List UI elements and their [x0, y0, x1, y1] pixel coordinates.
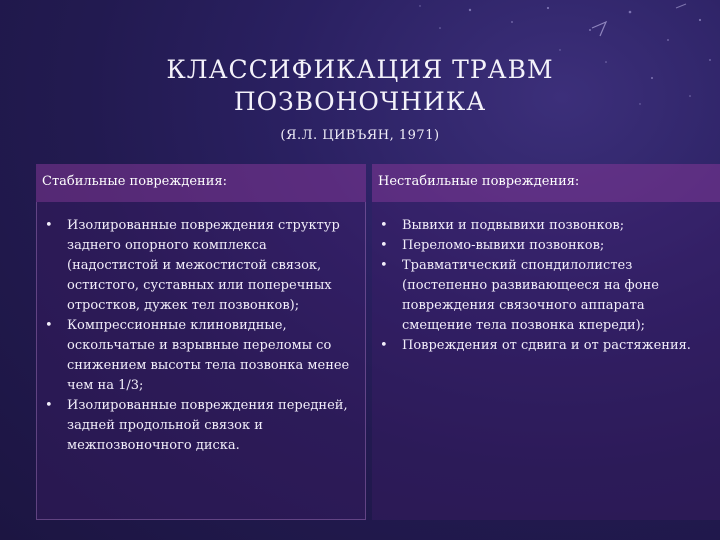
stable-list: [43, 216, 355, 456]
unstable-item: • Вывихи и подвывихи позвонков;: [378, 216, 710, 236]
unstable-item: • Переломо-вывихи позвонков;: [378, 236, 710, 256]
classification-table: [36, 164, 720, 520]
stable-item: • Изолированные повреждения структур заднего опорного комплекса (надостистой и межостистой связок, остистого, суставных или поперечных отростков, дужек тел позвонков);: [43, 216, 355, 316]
unstable-header: Нестабильные повреждения:: [372, 164, 720, 202]
unstable-item: • Повреждения от сдвига и от растяжения.: [378, 336, 710, 356]
unstable-item: • Травматический спондилолистез (постепенно развивающееся на фоне повреждения связочного аппарата смещение тела позвонка кпереди);: [378, 256, 710, 336]
unstable-column: [372, 164, 720, 520]
slide-title: [60, 54, 660, 118]
stable-column: [36, 164, 366, 520]
unstable-list: [378, 216, 710, 356]
title-line-2: ПОЗВОНОЧНИКА: [233, 87, 487, 116]
stable-item: • Изолированные повреждения передней, задней продольной связок и межпозвоночного диска.: [43, 396, 355, 456]
stable-header: Стабильные повреждения:: [36, 164, 366, 202]
stable-item: • Компрессионные клиновидные, оскольчатые и взрывные переломы со снижением высоты тела позвонка менее чем на 1/3;: [43, 316, 355, 396]
stable-body: [36, 202, 366, 520]
unstable-body: [372, 202, 720, 520]
slide-subtitle: (Я.Л. ЦИВЪЯН, 1971): [280, 128, 440, 143]
title-line-1: КЛАССИФИКАЦИЯ ТРАВМ: [166, 55, 554, 84]
